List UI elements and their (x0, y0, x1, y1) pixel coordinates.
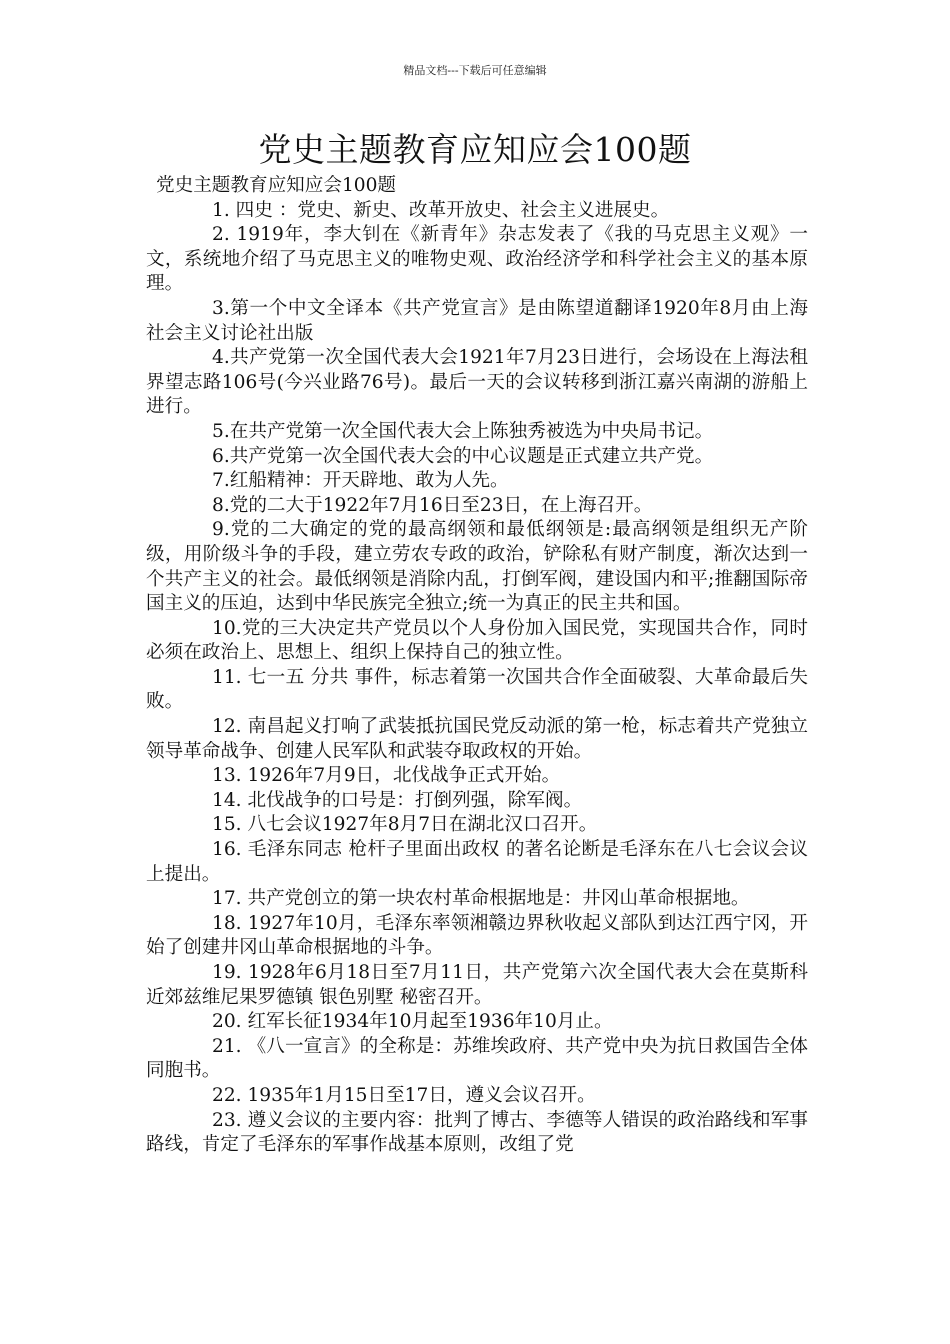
item-11: 11. 七一五 分共 事件，标志着第一次国共合作全面破裂、大革命最后失败。 (146, 666, 808, 713)
item-6: 6.共产党第一次全国代表大会的中心议题是正式建立共产党。 (212, 445, 714, 467)
item-18: 18. 1927年10月，毛泽东率领湘赣边界秋收起义部队到达江西宁冈，开始了创建井冈山革命根据地的斗争。 (146, 912, 808, 959)
item-5: 5.在共产党第一次全国代表大会上陈独秀被选为中央局书记。 (212, 420, 714, 442)
item-3: 3.第一个中文全译本《共产党宣言》是由陈望道翻译1920年8月由上海社会主义讨论社出版 (146, 297, 808, 344)
header-note: 精品文档---下载后可任意编辑 (403, 64, 547, 77)
item-23: 23. 遵义会议的主要内容：批判了博古、李德等人错误的政治路线和军事路线，肯定了毛泽东的军事作战基本原则，改组了党 (146, 1109, 808, 1156)
item-2: 2. 1919年，李大钊在《新青年》杂志发表了《我的马克思主义观》一文，系统地介绍了马克思主义的唯物史观、政治经济学和科学社会主义的基本原理。 (146, 224, 808, 295)
item-17: 17. 共产党创立的第一块农村革命根据地是：井冈山革命根据地。 (212, 888, 750, 910)
document-subtitle: 党史主题教育应知应会100题 (156, 175, 397, 196)
document-title: 党史主题教育应知应会100题 (258, 130, 692, 169)
item-1: 1. 四史 ：党史、新史、改革开放史、社会主义进展史。 (212, 199, 670, 221)
item-7: 7.红船精神：开天辟地、敢为人先。 (212, 470, 509, 492)
document-body (146, 174, 808, 1158)
item-4: 4.共产党第一次全国代表大会1921年7月23日进行，会场设在上海法租界望志路106号(今兴业路76号)。最后一天的会议转移到浙江嘉兴南湖的游船上进行。 (146, 347, 808, 418)
item-15: 15. 八七会议1927年8月7日在湖北汉口召开。 (212, 814, 598, 836)
item-12: 12. 南昌起义打响了武装抵抗国民党反动派的第一枪，标志着共产党独立领导革命战争、创建人民军队和武装夺取政权的开始。 (146, 716, 808, 762)
item-9: 9.党的二大确定的党的最高纲领和最低纲领是:最高纲领是组织无产阶级，用阶级斗争的手段，建立劳农专政的政治，铲除私有财产制度，渐次达到一个共产主义的社会。最低纲领是消除内乱，打倒军阀，建设国内和平;推翻国际帝国主义的压迫，达到中华民族完全独立;统一为真正的民主共和国。 (146, 519, 808, 615)
item-19: 19. 1928年6月18日至7月11日，共产党第六次全国代表大会在莫斯科近郊兹维尼果罗德镇 银色别墅 秘密召开。 (146, 962, 808, 1008)
item-21: 21. 《八一宣言》的全称是：苏维埃政府、共产党中央为抗日救国告全体同胞书。 (146, 1035, 808, 1082)
item-8: 8.党的二大于1922年7月16日至23日，在上海召开。 (212, 494, 653, 516)
item-14: 14. 北伐战争的口号是：打倒列强，除军阀。 (212, 789, 583, 811)
item-10: 10.党的三大决定共产党员以个人身份加入国民党，实现国共合作，同时必须在政治上、思想上、组织上保持自己的独立性。 (146, 617, 808, 664)
item-16: 16. 毛泽东同志 枪杆子里面出政权 的著名论断是毛泽东在八七会议会议上提出。 (146, 839, 808, 885)
item-13: 13. 1926年7月9日，北伐战争正式开始。 (212, 765, 561, 787)
item-20: 20. 红军长征1934年10月起至1936年10月止。 (212, 1011, 613, 1033)
item-22: 22. 1935年1月15日至17日，遵义会议召开。 (212, 1084, 596, 1106)
